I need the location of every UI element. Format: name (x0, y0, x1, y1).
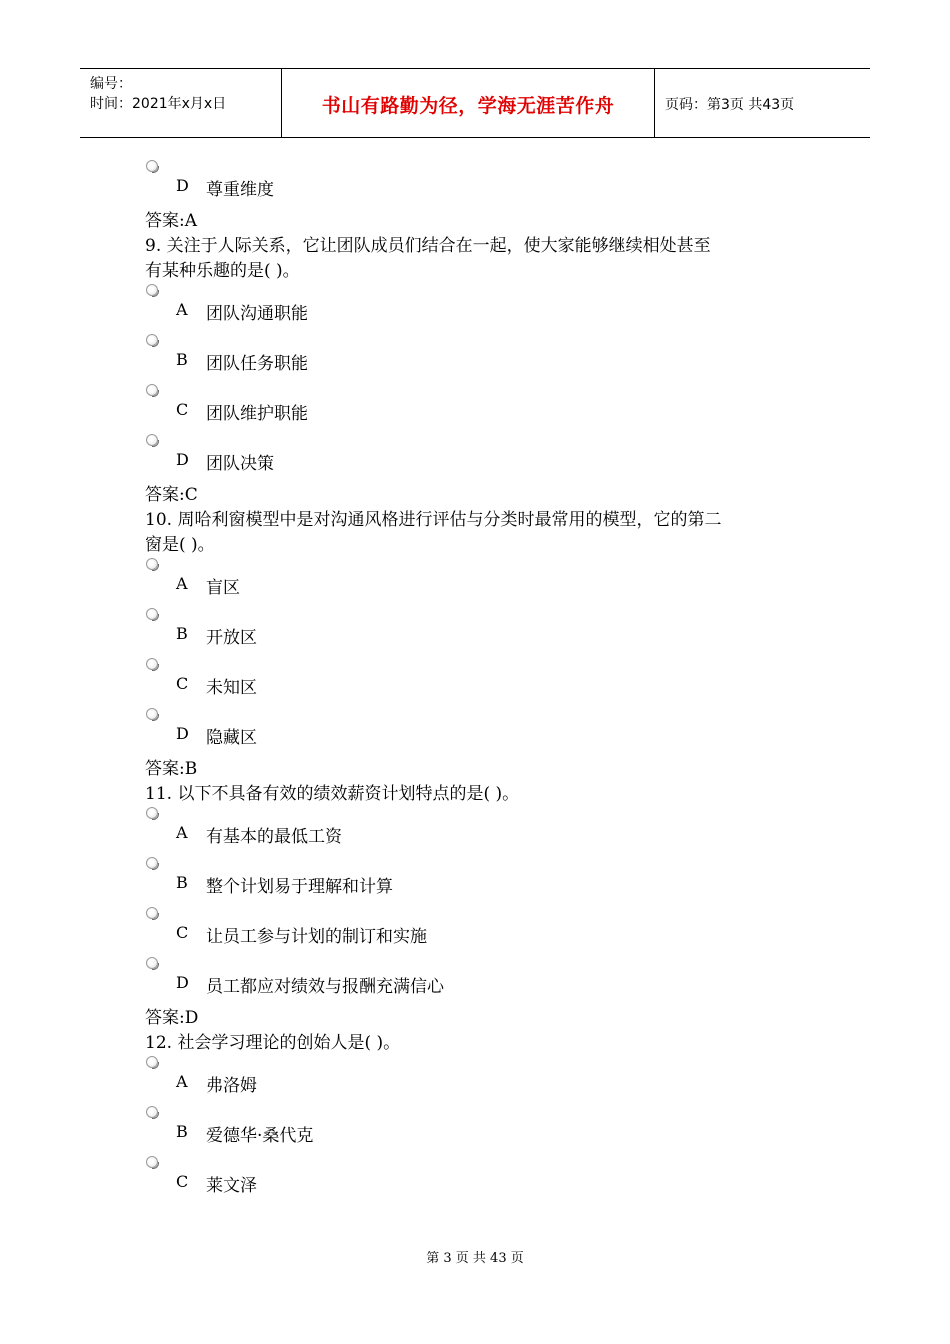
motto: 书山有路勤为径，学海无涯苦作舟 (321, 95, 615, 117)
option-letter: C (176, 400, 189, 419)
option-text: 让员工参与计划的制订和实施 (206, 927, 427, 947)
option-radio[interactable] (146, 284, 158, 296)
option-letter: D (176, 724, 189, 743)
option-letter: B (176, 624, 188, 643)
option-letter: D (176, 176, 189, 195)
option-radio[interactable] (146, 384, 158, 396)
option-radio[interactable] (146, 658, 158, 670)
option-radio[interactable] (146, 334, 158, 346)
option-text: 尊重维度 (206, 180, 274, 200)
option-letter: B (176, 1122, 188, 1141)
option-text: 盲区 (206, 578, 240, 598)
document-number: 编号： (90, 76, 132, 92)
option-letter: B (176, 350, 188, 369)
option-radio[interactable] (146, 1106, 158, 1118)
option-radio[interactable] (146, 708, 158, 720)
question-text: 12. 社会学习理论的创始人是( )。 (145, 1033, 401, 1053)
option-letter: A (176, 300, 188, 319)
question-text: 有某种乐趣的是( )。 (145, 261, 300, 281)
option-radio[interactable] (146, 1156, 158, 1168)
option-letter: A (176, 574, 188, 593)
option-radio[interactable] (146, 957, 158, 969)
header-motto-cell (282, 69, 655, 137)
option-text: 弗洛姆 (206, 1076, 257, 1096)
option-radio[interactable] (146, 1056, 158, 1068)
option-text: 莱文泽 (206, 1176, 257, 1196)
answer-line: 答案:D (145, 1008, 199, 1028)
document-date: 时间：2021年x月x日 (90, 96, 227, 112)
question-text: 窗是( )。 (145, 535, 215, 555)
header-page-cell (655, 69, 870, 137)
question-text: 11. 以下不具备有效的绩效薪资计划特点的是( )。 (145, 784, 520, 804)
option-letter: C (176, 1172, 189, 1191)
option-letter: C (176, 674, 189, 693)
option-radio[interactable] (146, 434, 158, 446)
header-meta-cell (80, 69, 282, 137)
option-letter: A (176, 1072, 188, 1091)
option-radio[interactable] (146, 558, 158, 570)
option-radio[interactable] (146, 857, 158, 869)
option-radio[interactable] (146, 807, 158, 819)
option-letter: B (176, 873, 188, 892)
option-text: 团队沟通职能 (206, 304, 308, 324)
option-text: 员工都应对绩效与报酬充满信心 (206, 977, 444, 997)
question-text: 9. 关注于人际关系，它让团队成员们结合在一起，使大家能够继续相处甚至 (145, 236, 711, 256)
answer-line: 答案:C (145, 485, 198, 505)
option-text: 爱德华·桑代克 (206, 1126, 314, 1146)
question-text: 10. 周哈利窗模型中是对沟通风格进行评估与分类时最常用的模型，它的第二 (145, 510, 722, 530)
option-text: 开放区 (206, 628, 257, 648)
option-text: 团队任务职能 (206, 354, 308, 374)
option-text: 团队维护职能 (206, 404, 308, 424)
answer-line: 答案:A (145, 211, 198, 231)
option-radio[interactable] (146, 608, 158, 620)
page-footer: 第 3 页 共 43 页 (426, 1251, 524, 1266)
option-text: 团队决策 (206, 454, 274, 474)
option-radio[interactable] (146, 907, 158, 919)
option-text: 有基本的最低工资 (206, 827, 342, 847)
option-letter: D (176, 450, 189, 469)
answer-line: 答案:B (145, 759, 198, 779)
option-text: 隐藏区 (206, 728, 257, 748)
option-radio[interactable] (146, 160, 158, 172)
option-letter: D (176, 973, 189, 992)
option-letter: C (176, 923, 189, 942)
page-header (80, 68, 870, 138)
option-text: 整个计划易于理解和计算 (206, 877, 393, 897)
page-indicator: 页码：第3页 共43页 (665, 97, 795, 113)
option-text: 未知区 (206, 678, 257, 698)
option-letter: A (176, 823, 188, 842)
